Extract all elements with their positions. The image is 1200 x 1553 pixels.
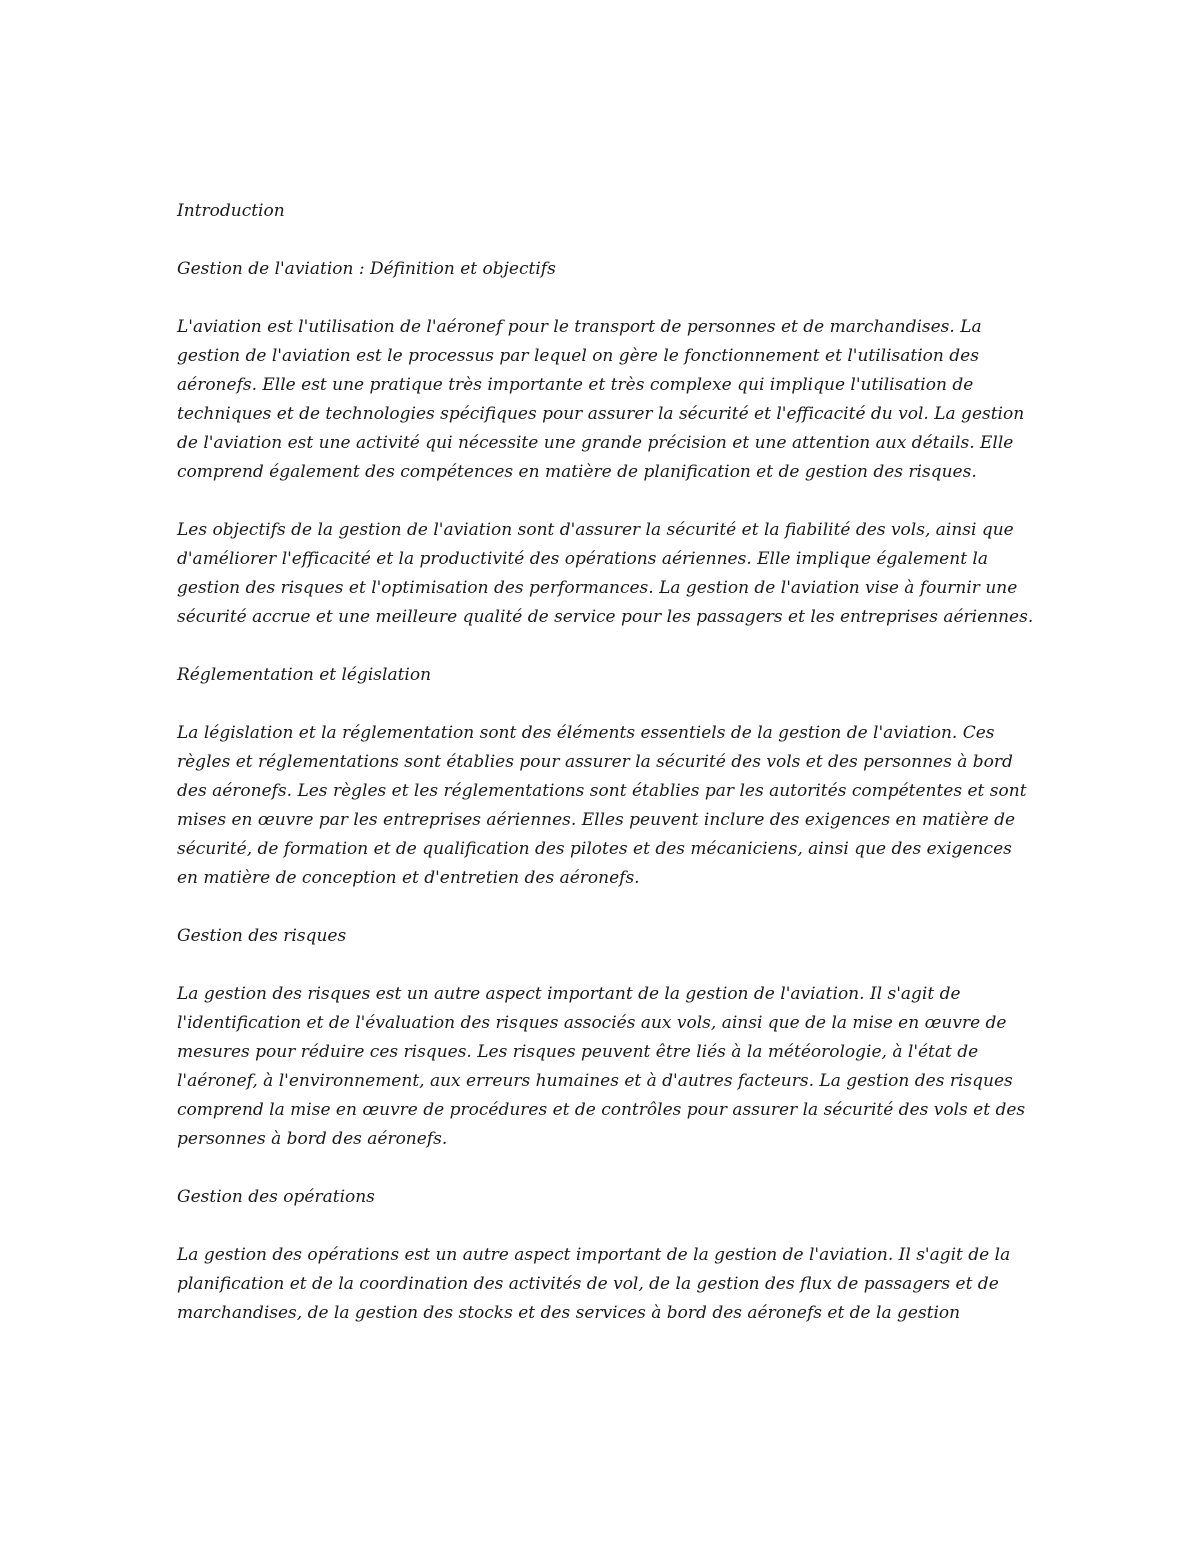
paragraph-regulation: La législation et la réglementation sont des éléments essentiels de la gestion de l'aviation. Ces règles et réglementations sont établies pour assurer la sécurité des vols et des personnes à bord des aéronefs. Les règles et les réglementations sont établies par les autorités compétentes et sont mises en œuvre par les entreprises aériennes. Elles peuvent inclure des exigences en matière de sécurité, de formation et de qualification des pilotes et des mécaniciens, ainsi que des exigences en matière de conception et d'entretien des aéronefs. bbox=[177, 723, 1027, 888]
section-heading-regulation: Réglementation et législation bbox=[177, 665, 432, 685]
paragraph-risks: La gestion des risques est un autre aspect important de la gestion de l'aviation. Il s'agit de l'identification et de l'évaluation des risques associés aux vols, ainsi que de la mise en œuvre de mesures pour réduire ces risques. Les risques peuvent être liés à la météorologie, à l'état de l'aéronef, à l'environnement, aux erreurs humaines et à d'autres facteurs. La gestion des risques comprend la mise en œuvre de procédures et de contrôles pour assurer la sécurité des vols et des personnes à bord des aéronefs. bbox=[177, 984, 1026, 1149]
document-body bbox=[177, 197, 1037, 1357]
paragraph-operations: La gestion des opérations est un autre aspect important de la gestion de l'aviation. Il s'agit de la planification et de la coordination des activités de vol, de la gestion des flux de passagers et de marchandises, de la gestion des stocks et des services à bord des aéronefs et de la gestion bbox=[177, 1245, 1011, 1323]
section-heading-definition: Gestion de l'aviation : Définition et objectifs bbox=[177, 259, 556, 279]
paragraph-definition: L'aviation est l'utilisation de l'aéronef pour le transport de personnes et de marchandises. La gestion de l'aviation est le processus par lequel on gère le fonctionnement et l'utilisation des aéronefs. Elle est une pratique très importante et très complexe qui implique l'utilisation de techniques et de technologies spécifiques pour assurer la sécurité et l'efficacité du vol. La gestion de l'aviation est une activité qui nécessite une grande précision et une attention aux détails. Elle comprend également des compétences en matière de planification et de gestion des risques. bbox=[177, 317, 1025, 482]
section-heading-operations: Gestion des opérations bbox=[177, 1187, 375, 1207]
paragraph-objectives: Les objectifs de la gestion de l'aviation sont d'assurer la sécurité et la fiabilité des vols, ainsi que d'améliorer l'efficacité et la productivité des opérations aériennes. Elle implique également la gestion des risques et l'optimisation des performances. La gestion de l'aviation vise à fournir une sécurité accrue et une meilleure qualité de service pour les passagers et les entreprises aériennes. bbox=[177, 520, 1034, 627]
section-heading-risks: Gestion des risques bbox=[177, 926, 347, 946]
intro-heading: Introduction bbox=[177, 201, 285, 221]
